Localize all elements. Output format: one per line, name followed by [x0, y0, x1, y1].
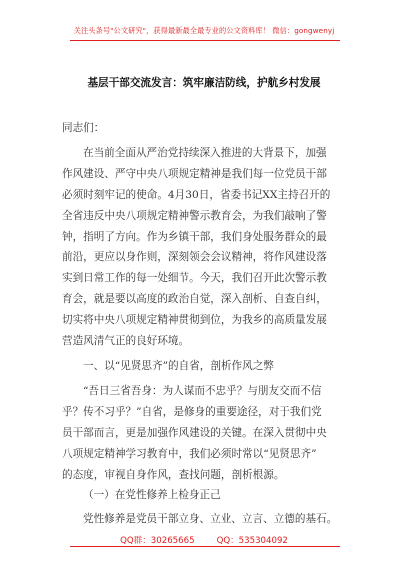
- subsection-1-heading: [62, 485, 352, 506]
- document-title: 基层干部交流发言：筑牢廉洁防线，护航乡村发展: [87, 77, 321, 89]
- paragraph-line: 全省违反中央八项规定精神警示教育会，为我们敲响了警: [62, 209, 327, 222]
- header-promo-note: 关注头条号"公文研究"，获得最新最全最专业的公文资料库！ 微信：gongwenyj: [73, 26, 335, 35]
- footer-divider: [70, 546, 340, 547]
- paragraph-1: [62, 143, 352, 352]
- subsection-heading-text: （一）在党性修养上检身正己: [83, 489, 221, 501]
- paragraph-line: 营造风清气正的良好环境。: [62, 335, 190, 348]
- paragraph-line: “吾日三省吾身：为人谋而不忠乎？与朋友交而不信: [83, 385, 322, 397]
- paragraph-line: 育会，就是要以高度的政治自觉，深入剖析、自查自纠，: [62, 293, 327, 306]
- footer-qq: QQ：535304092: [216, 536, 288, 546]
- paragraph-line: 乎？传不习乎？”自省，是修身的重要途径，对于我们党: [62, 405, 322, 418]
- paragraph-line: 党性修养是党员干部立身、立业、立言、立德的基石。: [83, 513, 338, 525]
- paragraph-3: [62, 509, 352, 530]
- paragraph-line: 前沿，更应以身作则，深刻领会会议精神，将作风建设落: [62, 251, 327, 264]
- paragraph-line: 切实将中央八项规定精神贯彻到位，为我乡的高质量发展: [62, 314, 327, 327]
- paragraph-line: 钟，指明了方向。作为乡镇干部，我们身处服务群众的最: [62, 230, 327, 243]
- paragraph-line: 在当前全面从严治党持续深入推进的大背景下，加强: [83, 147, 327, 159]
- footer-contact: [0, 534, 408, 546]
- header-divider: [70, 40, 340, 41]
- section-1-heading: [62, 356, 352, 377]
- paragraph-2: [62, 381, 352, 485]
- paragraph-line: 作风建设、严守中央八项规定精神是我们每一位党员干部: [62, 167, 327, 180]
- paragraph-line: 的态度，审视自身作风，查找问题，剖析根源。: [62, 468, 285, 481]
- footer-qq-group: QQ群：30265665: [120, 536, 195, 546]
- paragraph-line: 实到日常工作的每一处细节。今天，我们召开此次警示教: [62, 272, 327, 285]
- paragraph-line: 员干部而言，更是加强作风建设的关键。在深入贯彻中央: [62, 426, 327, 439]
- greeting: 同志们：: [62, 122, 105, 134]
- paragraph-line: 八项规定精神学习教育中，我们必须时常以“见贤思齐”: [62, 447, 317, 460]
- section-heading-text: 一、以“见贤思齐”的自省，剖析作风之弊: [83, 360, 274, 372]
- paragraph-line: 必须时刻牢记的使命。4月30日，省委书记XX主持召开的: [62, 188, 331, 201]
